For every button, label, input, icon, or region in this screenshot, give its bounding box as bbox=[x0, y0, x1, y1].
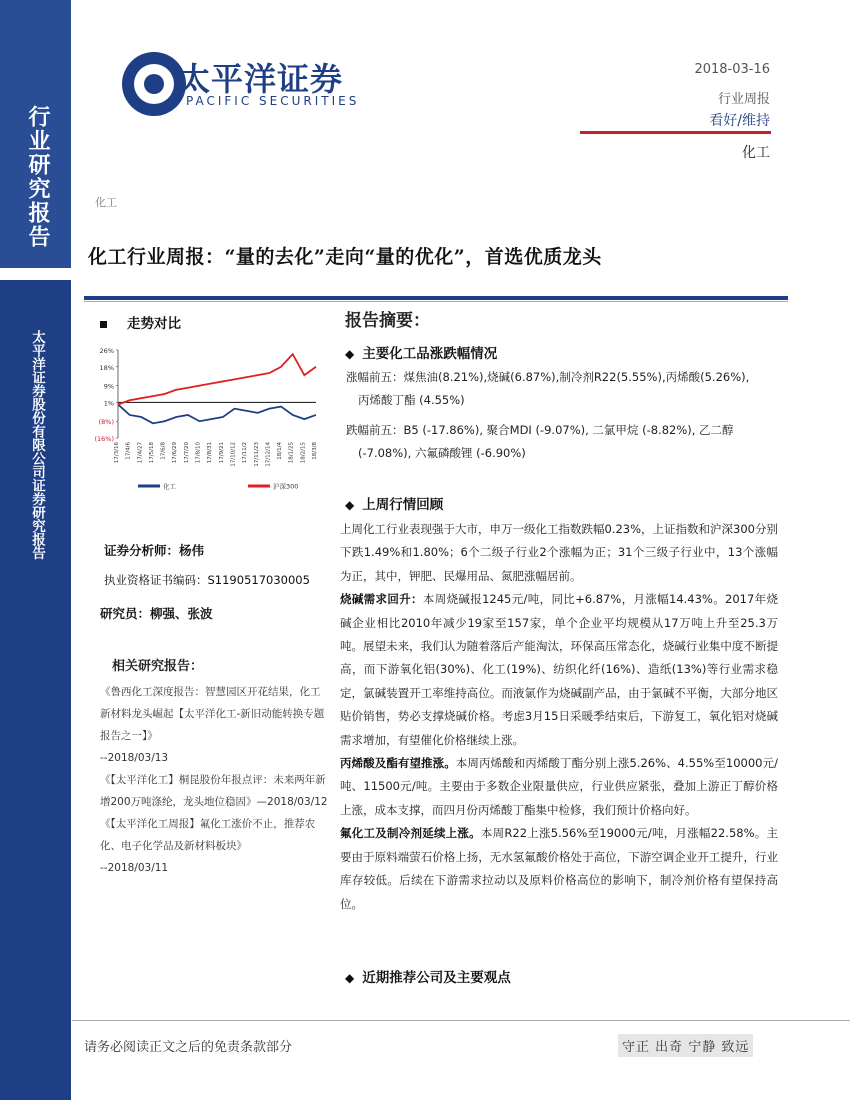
x-tick-label: 17/4/6 bbox=[125, 442, 132, 460]
y-tick-label: 26% bbox=[99, 347, 114, 355]
sector: 化工 bbox=[742, 145, 770, 161]
x-tick-label: 17/5/18 bbox=[148, 442, 155, 464]
fluorine-head: 氟化工及制冷剂延续上涨。 bbox=[340, 826, 481, 841]
series-line-沪深300 bbox=[118, 354, 316, 404]
section-heading-3 bbox=[345, 966, 511, 986]
market-review-para: 上周化工行业表现强于大市，申万一级化工指数跌幅0.23%，上证指数和沪深300分别下跌1.49%和1.80%；6个二级子行业2个涨幅为正；31个三级子行业中，13个涨幅为正，其中，钾肥、民爆用品、氮肥涨幅居前。 bbox=[340, 522, 778, 583]
x-tick-label: 18/1/25 bbox=[288, 442, 295, 464]
footer-motto: 守正 出奇 宁静 致远 bbox=[618, 1034, 753, 1057]
related-item[interactable]: 《鲁西化工深度报告：智慧园区开花结果，化工新材料龙头崛起【太平洋化工-新旧动能转换专题报告之一】》 bbox=[100, 686, 325, 742]
footer-divider bbox=[72, 1020, 850, 1021]
x-tick-label: 17/4/27 bbox=[137, 442, 144, 464]
title-rule bbox=[84, 296, 788, 300]
fall-top5: 跌幅前五：B5 (-17.86%), 聚合MDI (-9.07%), 二氯甲烷 (-8.82%), 乙二醇 bbox=[346, 422, 734, 437]
caustic-soda-para: 本周烧碱报1245元/吨，同比+6.87%，月涨幅14.43%。2017年烧碱企业相比2010年减少19家至157家，单个企业平均规模从17万吨上升至25.3万吨。展望未来，我们认为随着落后产能淘汰，环保高压常态化，烧碱行业集中度不断提高，而下游氧化铝(30%)、化工(19%)、纺织化纤(16%)、造纸(13%)等行业需求稳定，氯碱装置开工率维持高位。而液氯作为烧碱副产品，由于氯碱不平衡，大部分地区贴价销售，势必支撑烧碱价格。考虑3月15日采暖季结束后，下游复工，氧化铝对烧碱需求增加，有望催化价格继续上涨。 bbox=[340, 592, 778, 747]
related-item-date: --2018/03/13 bbox=[100, 752, 169, 764]
x-tick-label: 18/2/15 bbox=[300, 442, 307, 464]
license-number: 执业资格证书编码：S1190517030005 bbox=[104, 573, 310, 587]
x-tick-label: 17/9/21 bbox=[218, 442, 225, 464]
x-tick-label: 17/6/29 bbox=[172, 442, 179, 464]
x-tick-label: 17/6/8 bbox=[160, 442, 167, 460]
square-bullet-icon bbox=[100, 321, 107, 328]
x-tick-label: 17/11/23 bbox=[253, 442, 260, 467]
legend-label: 沪深300 bbox=[273, 482, 299, 491]
section-1-body bbox=[346, 366, 784, 466]
fall-top5-cont: (-7.08%), 六氟磷酸锂 (-6.90%) bbox=[358, 446, 526, 461]
section-2-body bbox=[340, 518, 778, 916]
trend-heading bbox=[100, 312, 181, 332]
x-tick-label: 18/1/4 bbox=[277, 442, 284, 460]
x-tick-label: 17/11/2 bbox=[242, 442, 249, 464]
related-item-date: --2018/03/11 bbox=[100, 862, 169, 874]
x-tick-label: 17/12/14 bbox=[265, 442, 272, 467]
title-rule-thin bbox=[84, 301, 788, 302]
diamond-bullet-icon: ◆ bbox=[345, 971, 355, 985]
legend-label: 化工 bbox=[163, 482, 176, 491]
section-2-label: 上周行情回顾 bbox=[362, 497, 444, 513]
sidebar-report-label: 行业研究报告 bbox=[25, 105, 51, 249]
x-tick-label: 17/10/12 bbox=[230, 442, 237, 467]
related-reports-title: 相关研究报告： bbox=[112, 659, 204, 674]
footer-disclaimer: 请务必阅读正文之后的免责条款部分 bbox=[84, 1040, 293, 1055]
acrylic-acid-head: 丙烯酸及酯有望推涨。 bbox=[340, 756, 456, 771]
caustic-soda-head: 烧碱需求回升： bbox=[340, 592, 423, 607]
trend-chart bbox=[88, 340, 328, 500]
y-tick-label: (8%) bbox=[98, 418, 114, 427]
logo-text-en: PACIFIC SECURITIES bbox=[186, 94, 360, 108]
x-tick-label: 17/3/16 bbox=[114, 442, 120, 464]
diamond-bullet-icon: ◆ bbox=[345, 498, 355, 512]
logo-text-cn: 太平洋证券 bbox=[178, 60, 344, 98]
x-tick-label: 17/7/20 bbox=[183, 442, 190, 464]
fluorine-para: 本周R22上涨5.56%至19000元/吨，月涨幅22.58%。主要由于原料端萤石价格上扬，无水氢氟酸价格处于高位，下游空调企业开工提升，行业库存较低。后续在下游需求拉动以及原料价格高位的影响下，制冷剂价格有望保持高位。 bbox=[340, 826, 779, 911]
analyst: 证券分析师：杨伟 bbox=[104, 543, 205, 558]
related-item[interactable]: 《【太平洋化工周报】氟化工涨价不止，推荐农化、电子化学品及新材料板块》 bbox=[100, 818, 316, 852]
trend-label: 走势对比 bbox=[127, 316, 181, 332]
report-date: 2018-03-16 bbox=[694, 62, 770, 77]
rise-top5-cont: 丙烯酸丁酯 (4.55%) bbox=[358, 393, 465, 408]
page-title: 化工行业周报：“量的去化”走向“量的优化”，首选优质龙头 bbox=[88, 246, 602, 268]
x-tick-label: 17/8/10 bbox=[195, 442, 202, 464]
diamond-bullet-icon: ◆ bbox=[345, 347, 355, 361]
rating-underline bbox=[580, 131, 771, 134]
x-tick-label: 17/8/31 bbox=[207, 442, 214, 464]
sidebar-divider bbox=[0, 268, 71, 280]
section-3-label: 近期推荐公司及主要观点 bbox=[362, 970, 511, 986]
y-tick-label: 1% bbox=[103, 399, 114, 408]
sidebar-company-label: 太平洋证券股份有限公司证券研究报告 bbox=[29, 330, 45, 560]
rating: 看好/维持 bbox=[709, 113, 770, 129]
series-line-化工 bbox=[118, 404, 316, 423]
section-heading-2 bbox=[345, 493, 443, 513]
section-1-label: 主要化工品涨跌幅情况 bbox=[362, 346, 498, 362]
summary-title: 报告摘要： bbox=[345, 311, 430, 331]
acrylic-acid-para: 本周丙烯酸和丙烯酸丁酯分别上涨5.26%、4.55%至10000元/吨、11500元/吨。主要由于多数企业限量供应，行业供应紧张，叠加上游正丁醇价格上涨，成本支撑，而四月份丙烯酸丁酯集中检修，我们预计价格向好。 bbox=[340, 756, 778, 817]
section-heading-1 bbox=[345, 342, 497, 362]
y-tick-label: 9% bbox=[103, 382, 114, 391]
x-tick-label: 18/3/8 bbox=[312, 442, 318, 460]
report-type: 行业周报 bbox=[717, 92, 770, 107]
researchers: 研究员：柳强、张波 bbox=[100, 606, 213, 621]
y-tick-label: (16%) bbox=[94, 435, 114, 443]
related-reports-list bbox=[100, 681, 330, 879]
y-tick-label: 18% bbox=[99, 363, 114, 372]
rise-top5: 涨幅前五：煤焦油(8.21%),烧碱(6.87%),制冷剂R22(5.55%),丙烯酸(5.26%), bbox=[346, 370, 750, 384]
breadcrumb: 化工 bbox=[95, 196, 117, 209]
related-item[interactable]: 《【太平洋化工】桐昆股份年报点评：未来两年新增200万吨涤纶，龙头地位稳固》—2018/03/12 bbox=[100, 774, 328, 808]
